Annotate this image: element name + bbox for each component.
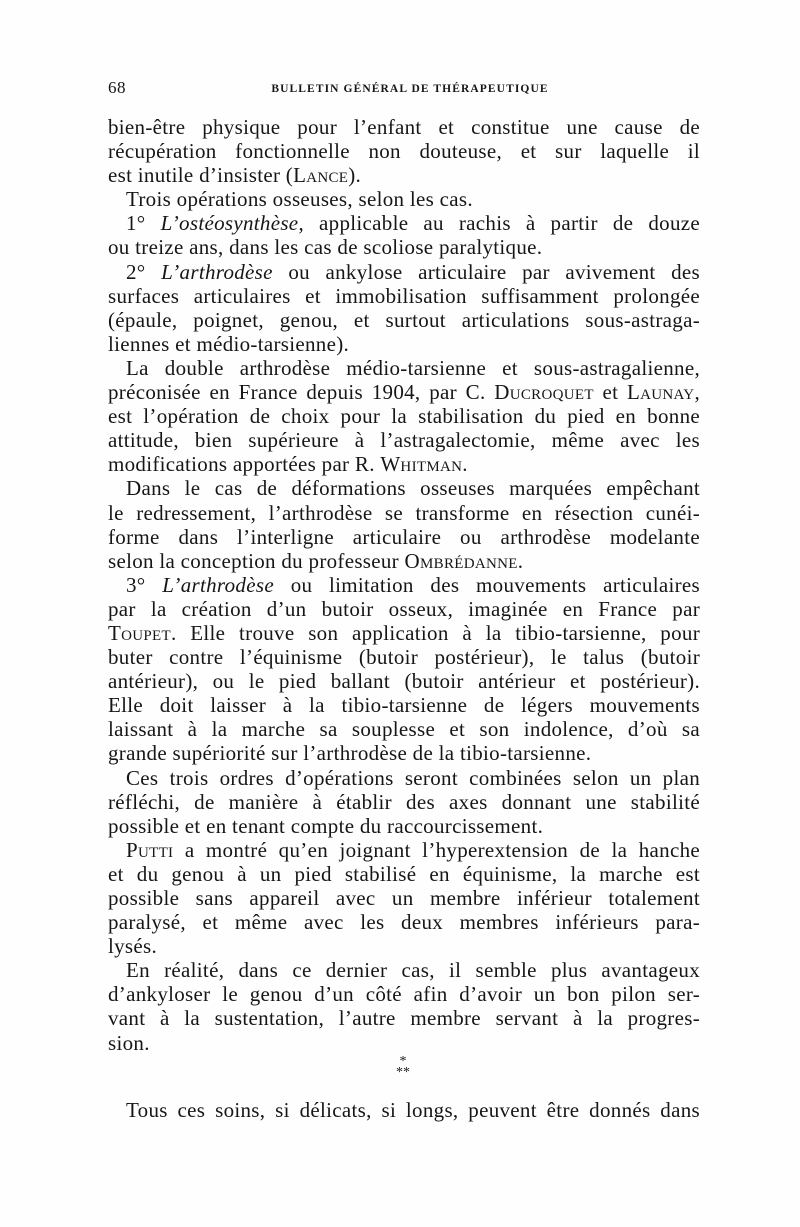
text-run: bien-être physique pour l’enfant et constitue une cause de	[108, 115, 700, 139]
text-run: récupération fonctionnelle non douteuse, et sur laquelle il	[108, 139, 700, 164]
paragraph	[108, 958, 700, 1054]
text-line	[108, 645, 700, 669]
text-line	[108, 1031, 700, 1055]
text-line	[108, 476, 700, 500]
text-run: .	[517, 548, 524, 573]
text-run: Tous ces soins, si délicats, si longs, peuvent être donnés dans	[126, 1098, 700, 1122]
text-run: et	[593, 380, 628, 405]
paragraph	[108, 115, 700, 187]
text-run: est inutile d’insister (	[108, 163, 294, 188]
text-run: Elle doit laisser à la tibio-tarsienne de légers mouvements	[108, 693, 700, 718]
text-line	[108, 549, 700, 573]
text-run: ou treize ans, dans les cas de scoliose paralytique.	[108, 235, 543, 260]
text-run: et du genou à un pied stabilisé en équinisme, la marche est	[108, 861, 700, 886]
text-line	[108, 862, 700, 886]
text-run: .	[462, 452, 468, 477]
text-line	[108, 187, 700, 211]
text-run: le redressement, l’arthrodèse se transforme en résection cunéi-	[108, 500, 700, 525]
text-run: préconisée en France depuis 1904, par C.	[108, 380, 495, 405]
text-run: 1°	[126, 211, 161, 236]
asterism-bottom: **	[396, 1065, 410, 1080]
text-line	[108, 886, 700, 910]
text-run: Ces trois ordres d’opérations seront combinées selon un plan	[126, 765, 700, 790]
paragraph	[108, 838, 700, 958]
text-run: (épaule, poignet, genou, et surtout articulations sous-astraga-	[108, 307, 700, 332]
text-line	[108, 332, 700, 356]
text-run: ou ankylose articulaire par avivement des	[272, 259, 700, 284]
text-line	[108, 741, 700, 765]
text-run: , applicable au rachis à partir de douze	[298, 211, 700, 236]
text-line	[108, 163, 700, 187]
text-run: forme dans l’interligne articulaire ou arthrodèse modelante	[108, 524, 700, 549]
text-run: ).	[348, 163, 362, 188]
text-run: Dans le cas de déformations osseuses marquées empêchant	[126, 476, 700, 501]
text-run: est l’opération de choix pour la stabilisation du pied en bonne	[108, 404, 700, 429]
text-line	[108, 621, 700, 645]
paragraph	[108, 573, 700, 766]
asterism-top: *	[399, 1054, 407, 1069]
text-line	[108, 428, 700, 452]
text-run: a montré qu’en joignant l’hyperextension de la hanche	[173, 837, 700, 862]
text-line	[108, 669, 700, 693]
italic-term: L’ostéosynthèse	[160, 211, 299, 236]
running-head: BULLETIN GÉNÉRAL DE THÉRAPEUTIQUE	[271, 83, 549, 95]
text-run: par la création d’un butoir osseux, imaginée en France par	[108, 596, 700, 621]
author-name: Ducroquet	[494, 380, 594, 405]
text-line	[108, 790, 700, 814]
author-name: Toupet	[108, 620, 171, 645]
continuation-text	[108, 1098, 700, 1122]
paragraph	[108, 187, 700, 211]
text-line	[108, 525, 700, 549]
text-run: . Elle trouve son application à la tibio-tarsienne, pour	[170, 620, 700, 645]
text-line	[108, 356, 700, 380]
text-run: attitude, bien supérieure à l’astragalectomie, même avec les	[108, 428, 700, 453]
text-line	[108, 501, 700, 525]
body-text	[108, 115, 700, 1055]
text-line	[108, 284, 700, 308]
text-run: antérieur), ou le pied ballant (butoir antérieur et postérieur).	[108, 669, 700, 694]
text-line	[108, 766, 700, 790]
text-line	[108, 404, 700, 428]
text-line	[108, 934, 700, 958]
text-line	[108, 380, 700, 404]
text-run: selon la conception du professeur	[108, 548, 405, 573]
text-line	[108, 1098, 700, 1122]
text-run: possible sans appareil avec un membre inférieur totalement	[108, 886, 700, 910]
text-line	[108, 910, 700, 934]
text-line	[108, 958, 700, 982]
page-header	[108, 78, 700, 98]
author-name: Whitman	[380, 452, 463, 477]
paragraph	[108, 260, 700, 356]
text-run: sion.	[108, 1030, 150, 1055]
text-run: liennes et médio-tarsienne).	[108, 331, 350, 356]
author-name: Ombrédanne	[404, 548, 518, 573]
text-run: lysés.	[108, 934, 158, 959]
text-run: surfaces articulaires et immobilisation suffisamment prolongée	[108, 283, 700, 308]
text-run: buter contre l’équinisme (butoir postérieur), le talus (butoir	[108, 645, 700, 670]
text-run: La double arthrodèse médio-tarsienne et sous-astragalienne,	[126, 355, 700, 380]
paragraph	[108, 211, 700, 259]
text-run: vant à la sustentation, l’autre membre servant à la progres-	[108, 1006, 700, 1031]
asterism-separator	[380, 1056, 426, 1078]
text-line	[108, 1006, 700, 1030]
text-line	[108, 260, 700, 284]
paragraph	[108, 1098, 700, 1122]
text-run: modifications apportées par R.	[108, 452, 381, 477]
text-run: d’ankyloser le genou d’un côté afin d’avoir un bon pilon ser-	[108, 982, 700, 1007]
text-line	[108, 115, 700, 139]
paragraph	[108, 766, 700, 838]
italic-term: L’arthrodèse	[162, 572, 274, 597]
text-line	[108, 139, 700, 163]
text-line	[108, 814, 700, 838]
text-run: grande supériorité sur l’arthrodèse de la tibio-tarsienne.	[108, 741, 592, 766]
text-line	[108, 717, 700, 741]
text-line	[108, 693, 700, 717]
paragraph	[108, 476, 700, 572]
text-line	[108, 235, 700, 259]
author-name: Lance	[293, 163, 349, 188]
text-run: En réalité, dans ce dernier cas, il semble plus avantageux	[126, 958, 700, 983]
paragraph	[108, 356, 700, 476]
page-number: 68	[108, 78, 126, 97]
italic-term: L’arthrodèse	[161, 259, 273, 284]
text-run: Trois opérations osseuses, selon les cas.	[126, 187, 473, 212]
text-run: laissant à la marche sa souplesse et son indolence, d’où sa	[108, 717, 700, 742]
text-line	[108, 597, 700, 621]
text-run: possible et en tenant compte du raccourcissement.	[108, 813, 544, 838]
author-name: Putti	[126, 837, 174, 862]
text-line	[108, 452, 700, 476]
text-run: 3°	[126, 572, 163, 597]
text-line	[108, 211, 700, 235]
text-run: ou limitation des mouvements articulaires	[273, 572, 700, 597]
text-run: 2°	[126, 259, 162, 284]
text-line	[108, 982, 700, 1006]
text-line	[108, 308, 700, 332]
author-name: Launay	[627, 380, 695, 405]
text-run: paralysé, et même avec les deux membres inférieurs para-	[108, 910, 700, 935]
text-line	[108, 573, 700, 597]
text-run: réfléchi, de manière à établir des axes donnant une stabilité	[108, 789, 700, 814]
text-line	[108, 838, 700, 862]
text-run: ,	[694, 380, 700, 405]
